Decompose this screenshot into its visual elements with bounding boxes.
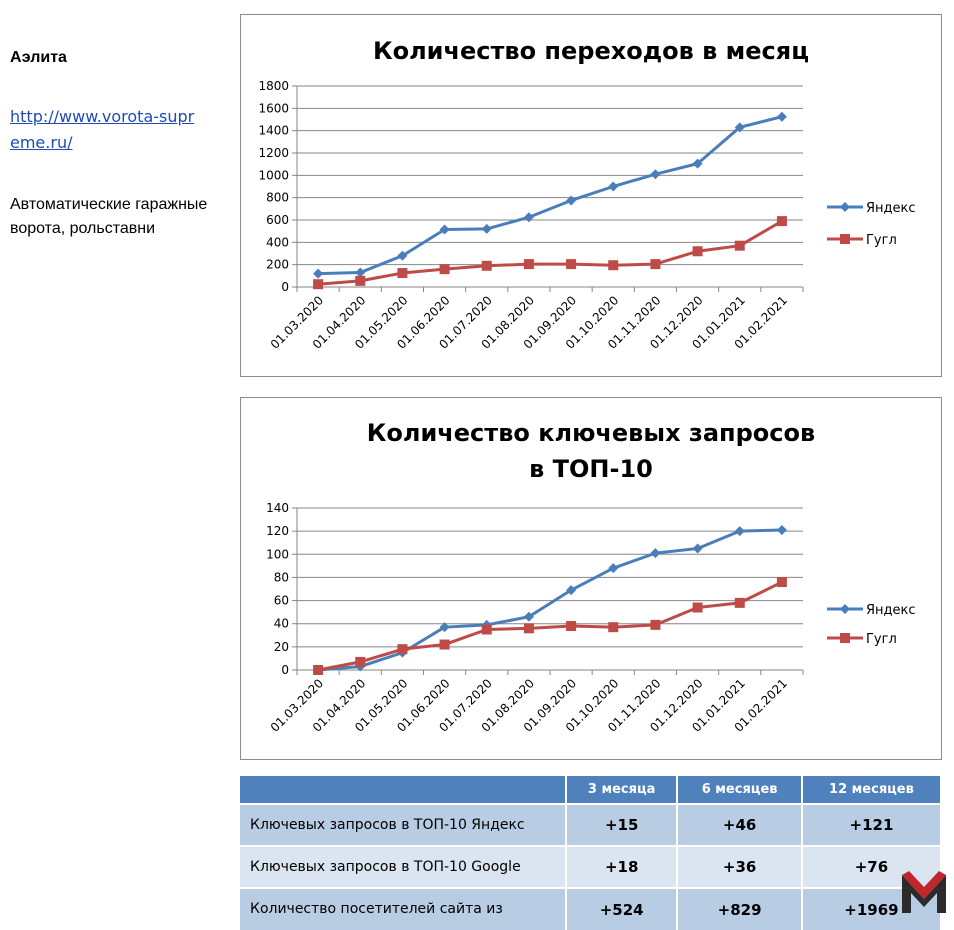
data-point-yandex [482, 224, 492, 234]
data-point-google [566, 259, 576, 269]
data-point-google [524, 259, 534, 269]
x-tick-label: 01.05.2020 [352, 293, 411, 352]
y-tick-label: 140 [266, 501, 289, 515]
data-point-google [397, 268, 407, 278]
data-point-google [777, 577, 787, 587]
table-header-12m: 12 месяцев [802, 776, 941, 804]
legend-label: Яндекс [866, 603, 916, 618]
company-name: Аэлита [10, 49, 67, 66]
x-tick-label: 01.06.2020 [394, 676, 453, 735]
data-point-google [693, 246, 703, 256]
keywords-chart [240, 397, 942, 760]
x-tick-label: 01.03.2020 [267, 676, 327, 735]
table-row [240, 846, 941, 888]
table-header-3m: 3 месяца [566, 776, 677, 804]
x-tick-label: 01.08.2020 [478, 676, 538, 735]
y-tick-label: 600 [266, 213, 289, 227]
row-value-12m: +1969 [802, 888, 941, 930]
table-header-row [240, 776, 941, 804]
results-table [240, 776, 942, 930]
data-point-google [482, 261, 492, 271]
y-tick-label: 400 [266, 235, 289, 250]
y-tick-label: 1200 [258, 146, 289, 160]
table-header-6m: 6 месяцев [677, 776, 802, 804]
x-tick-label: 01.09.2020 [520, 293, 580, 352]
row-value-3m: +524 [566, 888, 677, 930]
x-tick-label: 01.04.2020 [309, 676, 369, 735]
chart-title: Количество ключевых запросов [366, 419, 816, 447]
row-value-6m: +46 [677, 804, 802, 846]
data-point-yandex [735, 526, 745, 536]
y-tick-label: 100 [266, 547, 289, 562]
data-point-yandex [608, 182, 618, 192]
legend-marker [840, 604, 850, 614]
data-point-yandex [650, 548, 660, 558]
row-label: Ключевых запросов в ТОП-10 Google [240, 846, 566, 888]
x-tick-label: 01.10.2020 [562, 293, 622, 352]
x-tick-label: 01.07.2020 [436, 293, 495, 352]
data-point-google [397, 644, 407, 654]
data-point-google [566, 621, 576, 631]
y-tick-label: 40 [273, 616, 289, 631]
row-value-6m: +36 [677, 846, 802, 888]
legend-label: Гугл [866, 632, 897, 647]
data-point-google [777, 216, 787, 226]
x-tick-label: 01.08.2020 [478, 293, 538, 352]
legend-label: Яндекс [866, 201, 916, 216]
legend-marker [840, 234, 850, 244]
x-tick-label: 01.09.2020 [520, 676, 580, 735]
data-point-google [355, 657, 365, 667]
data-point-google [355, 276, 365, 286]
x-tick-label: 01.11.2020 [605, 293, 664, 352]
table-header-empty [240, 776, 566, 804]
y-tick-label: 200 [266, 257, 289, 272]
company-description: Автоматические гаражные ворота, рольставни [10, 196, 208, 237]
data-point-google [440, 640, 450, 650]
x-tick-label: 01.04.2020 [309, 293, 369, 352]
data-point-google [482, 625, 492, 635]
x-tick-label: 01.06.2020 [394, 293, 453, 352]
data-point-yandex [313, 269, 323, 279]
y-tick-label: 1000 [258, 168, 289, 183]
row-label: Ключевых запросов в ТОП-10 Яндекс [240, 804, 566, 846]
y-tick-label: 60 [273, 593, 289, 608]
data-point-google [735, 241, 745, 251]
x-tick-label: 01.07.2020 [436, 676, 495, 735]
x-tick-label: 01.01.2021 [689, 676, 748, 735]
x-tick-label: 01.02.2021 [731, 676, 791, 735]
data-point-google [608, 622, 618, 632]
x-tick-label: 01.05.2020 [352, 676, 411, 735]
y-tick-label: 1400 [258, 123, 289, 138]
data-point-google [650, 620, 660, 630]
row-value-3m: +15 [566, 804, 677, 846]
series-line-yandex [318, 530, 782, 670]
legend-marker [840, 633, 850, 643]
y-tick-label: 20 [273, 639, 289, 654]
website-link[interactable]: http://www.vorota-supreme.ru/ [10, 107, 195, 152]
y-tick-label: 120 [266, 524, 289, 539]
data-point-google [524, 623, 534, 633]
visits-chart-svg [241, 15, 941, 376]
legend-marker [840, 202, 850, 212]
data-point-google [650, 259, 660, 269]
chart-title: в ТОП-10 [529, 455, 653, 483]
keywords-chart-svg [241, 398, 941, 759]
table-row [240, 804, 941, 846]
data-point-yandex [777, 112, 787, 122]
data-point-yandex [566, 195, 576, 205]
row-value-3m: +18 [566, 846, 677, 888]
y-tick-label: 1600 [258, 101, 289, 116]
brand-logo-icon [899, 869, 949, 915]
series-line-google [318, 221, 782, 284]
x-tick-label: 01.11.2020 [605, 676, 664, 735]
y-tick-label: 1800 [258, 79, 289, 93]
data-point-google [313, 665, 323, 675]
data-point-google [608, 260, 618, 270]
x-tick-label: 01.12.2020 [647, 676, 706, 735]
visits-chart [240, 14, 942, 377]
row-value-12m: +121 [802, 804, 941, 846]
row-label: Количество посетителей сайта из [240, 888, 566, 930]
x-tick-label: 01.10.2020 [562, 676, 622, 735]
legend-label: Гугл [866, 233, 897, 248]
data-point-google [735, 598, 745, 608]
y-tick-label: 80 [273, 570, 289, 585]
table-row [240, 888, 941, 930]
data-point-google [440, 264, 450, 274]
y-tick-label: 800 [266, 190, 289, 205]
x-tick-label: 01.01.2021 [689, 293, 748, 352]
data-point-google [693, 603, 703, 613]
data-point-yandex [524, 212, 534, 222]
y-tick-label: 0 [281, 663, 289, 677]
y-tick-label: 0 [281, 280, 289, 294]
data-point-yandex [777, 525, 787, 535]
x-tick-label: 01.03.2020 [267, 293, 327, 352]
x-tick-label: 01.12.2020 [647, 293, 706, 352]
data-point-yandex [693, 544, 703, 554]
data-point-google [313, 279, 323, 289]
x-tick-label: 01.02.2021 [731, 293, 791, 352]
chart-title: Количество переходов в месяц [373, 37, 809, 65]
row-value-12m: +76 [802, 846, 941, 888]
row-value-6m: +829 [677, 888, 802, 930]
data-point-yandex [650, 169, 660, 179]
